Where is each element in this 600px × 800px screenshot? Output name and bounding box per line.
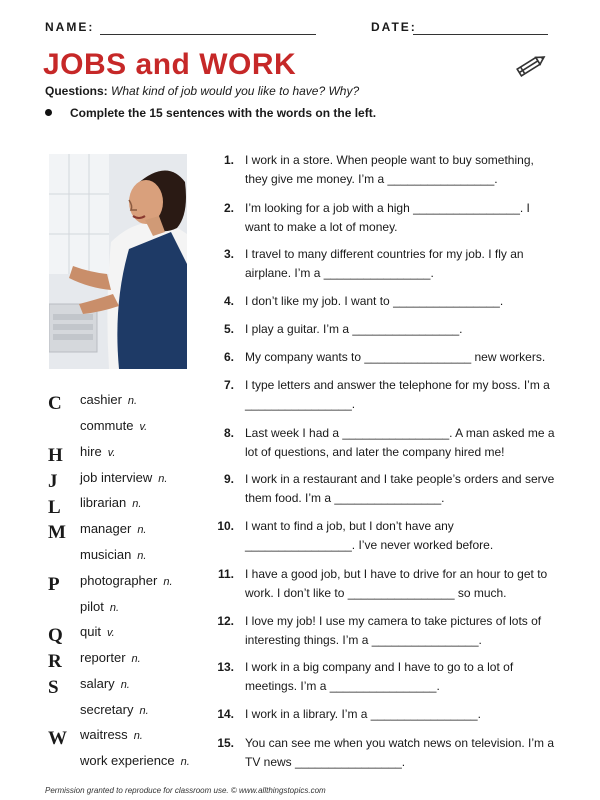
index-letter: Q [48, 625, 63, 646]
page-title: JOBS and WORK [43, 48, 297, 81]
cashier-photo [49, 154, 187, 369]
sentence-text: Last week I had a ________________. A man asked me a lot of questions, and later the company hired me! [245, 426, 555, 459]
word-bank-item: pilot n. [80, 599, 120, 614]
word-bank-item: photographer n. [80, 573, 173, 588]
instruction-text: Complete the 15 sentences with the words on the left. [70, 106, 377, 120]
word-bank-item: reporter n. [80, 650, 141, 665]
sentence-text: I don’t like my job. I want to ________________. [245, 294, 504, 308]
index-letter: P [48, 574, 60, 595]
date-label: DATE: [371, 20, 417, 34]
sentence-number: 14. [217, 707, 234, 721]
word-bank-item: work experience n. [80, 753, 190, 768]
sentence-number: 1. [223, 153, 234, 167]
sentence-text: You can see me when you watch news on television. I’m a TV news ________________. [245, 736, 555, 769]
sentence-text: I work in a big company and I have to go to a lot of meetings. I’m a ________________. [245, 660, 514, 693]
index-letter: C [48, 393, 62, 414]
index-letter: J [48, 471, 58, 492]
sentence-text: I type letters and answer the telephone for my boss. I’m a ________________. [245, 378, 550, 411]
sentence-number: 3. [223, 247, 234, 261]
sentence-text: I work in a store. When people want to buy something, they give me money. I’m a ________________. [245, 153, 534, 186]
name-field-line[interactable] [100, 34, 316, 35]
sentence-text: I play a guitar. I’m a ________________. [245, 322, 463, 336]
word-bank-item: waitress n. [80, 727, 143, 742]
sentence-text: I have a good job, but I have to drive for an hour to get to work. I don’t like to ________________ so much. [245, 567, 548, 600]
instruction-line [45, 106, 376, 120]
sentence-number: 4. [223, 294, 234, 308]
word-bank-item: job interview n. [80, 470, 168, 485]
name-label: NAME: [45, 20, 95, 34]
sentence-text: I love my job! I use my camera to take pictures of lots of interesting things. I’m a ________________. [245, 614, 542, 647]
sentence-text: I’m looking for a job with a high ________________. I want to make a lot of money. [245, 201, 530, 234]
sentence-text: I work in a library. I’m a ________________. [245, 707, 481, 721]
sentence-text: My company wants to ________________ new workers. [245, 350, 546, 364]
sentence-number: 15. [217, 736, 234, 750]
sentence-number: 8. [223, 426, 234, 440]
sentence-text: I want to find a job, but I don’t have any ________________. I’ve never worked before. [245, 519, 494, 552]
questions-text: What kind of job would you like to have? Why? [111, 84, 360, 98]
sentence-number: 7. [223, 378, 234, 392]
sentence-number: 2. [223, 201, 234, 215]
date-field-line[interactable] [413, 34, 548, 35]
questions-label: Questions: [45, 84, 108, 98]
sentence-number: 10. [217, 519, 234, 533]
word-bank-item: hire v. [80, 444, 116, 459]
word-bank-item: musician n. [80, 547, 147, 562]
sentence-number: 9. [223, 472, 234, 486]
word-bank-item: quit v. [80, 624, 115, 639]
questions-line [45, 84, 359, 98]
word-bank-item: cashier n. [80, 392, 138, 407]
footer-permission: Permission granted to reproduce for classroom use. © www.allthingstopics.com [45, 786, 326, 795]
sentence-number: 12. [217, 614, 234, 628]
pencil-icon [512, 52, 548, 82]
index-letter: M [48, 522, 66, 543]
word-bank-item: commute v. [80, 418, 148, 433]
sentence-text: I work in a restaurant and I take people’s orders and serve them food. I’m a ________________. [245, 472, 555, 505]
sentence-number: 13. [217, 660, 234, 674]
index-letter: S [48, 677, 59, 698]
sentence-number: 6. [223, 350, 234, 364]
word-bank-item: salary n. [80, 676, 130, 691]
index-letter: R [48, 651, 62, 672]
word-bank-item: secretary n. [80, 702, 149, 717]
index-letter: W [48, 728, 67, 749]
index-letter: L [48, 497, 61, 518]
index-letter: H [48, 445, 63, 466]
word-bank-item: librarian n. [80, 495, 142, 510]
bullet-icon [45, 109, 52, 116]
sentence-number: 5. [223, 322, 234, 336]
sentence-number: 11. [217, 567, 234, 581]
sentence-text: I travel to many different countries for my job. I fly an airplane. I’m a ________________. [245, 247, 524, 280]
word-bank-item: manager n. [80, 521, 147, 536]
